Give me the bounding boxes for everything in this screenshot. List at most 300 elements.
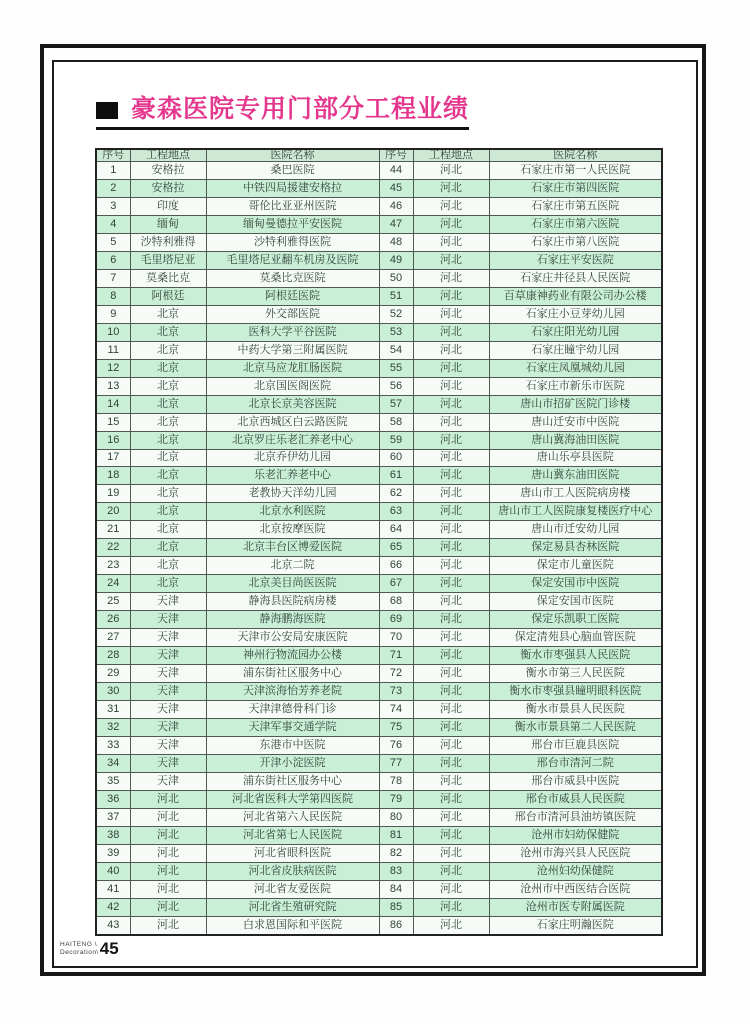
cell-index: 7 — [96, 269, 130, 287]
cell-location: 河北 — [413, 611, 489, 629]
cell-index: 73 — [379, 683, 413, 701]
cell-location: 缅甸 — [130, 215, 206, 233]
cell-hospital: 邢台市威县中医院 — [489, 772, 662, 790]
cell-index: 10 — [96, 323, 130, 341]
cell-index: 12 — [96, 359, 130, 377]
cell-hospital: 石家庄市新乐市医院 — [489, 377, 662, 395]
cell-index: 66 — [379, 557, 413, 575]
cell-hospital: 莫桑比克医院 — [206, 269, 379, 287]
cell-hospital: 衡水市景县人民医院 — [489, 701, 662, 719]
cell-index: 20 — [96, 503, 130, 521]
table-row — [96, 377, 662, 395]
cell-hospital: 沧州市中西医结合医院 — [489, 880, 662, 898]
cell-location: 河北 — [413, 593, 489, 611]
cell-hospital: 北京国医阁医院 — [206, 377, 379, 395]
cell-hospital: 缅甸曼德拉平安医院 — [206, 215, 379, 233]
cell-index: 57 — [379, 395, 413, 413]
cell-location: 天津 — [130, 683, 206, 701]
cell-location: 河北 — [413, 826, 489, 844]
cell-index: 2 — [96, 179, 130, 197]
cell-index: 61 — [379, 467, 413, 485]
cell-index: 84 — [379, 880, 413, 898]
table-row — [96, 215, 662, 233]
cell-index: 78 — [379, 772, 413, 790]
cell-index: 31 — [96, 701, 130, 719]
cell-location: 河北 — [413, 323, 489, 341]
cell-location: 天津 — [130, 629, 206, 647]
cell-hospital: 河北省友爱医院 — [206, 880, 379, 898]
cell-index: 4 — [96, 215, 130, 233]
title-bullet-square-icon — [96, 102, 118, 119]
cell-location: 河北 — [413, 287, 489, 305]
cell-location: 北京 — [130, 449, 206, 467]
cell-index: 51 — [379, 287, 413, 305]
cell-location: 北京 — [130, 467, 206, 485]
table-row — [96, 251, 662, 269]
cell-hospital: 石家庄市第一人民医院 — [489, 162, 662, 180]
cell-index: 70 — [379, 629, 413, 647]
cell-index: 25 — [96, 593, 130, 611]
cell-hospital: 北京二院 — [206, 557, 379, 575]
cell-location: 天津 — [130, 772, 206, 790]
table-row — [96, 737, 662, 755]
cell-hospital: 石家庄小豆芽幼儿园 — [489, 305, 662, 323]
cell-index: 37 — [96, 808, 130, 826]
cell-hospital: 石家庄市第四医院 — [489, 179, 662, 197]
footer-brand-line2: Decoration\ — [60, 948, 99, 956]
table-row — [96, 665, 662, 683]
cell-location: 北京 — [130, 521, 206, 539]
cell-location: 北京 — [130, 395, 206, 413]
table-row — [96, 341, 662, 359]
cell-hospital: 沧州市医专附属医院 — [489, 898, 662, 916]
cell-hospital: 北京水利医院 — [206, 503, 379, 521]
cell-index: 11 — [96, 341, 130, 359]
cell-hospital: 衡水市第三人民医院 — [489, 665, 662, 683]
cell-location: 河北 — [413, 162, 489, 180]
cell-hospital: 邢台市威县人民医院 — [489, 790, 662, 808]
table-row — [96, 521, 662, 539]
cell-location: 河北 — [413, 557, 489, 575]
cell-index: 59 — [379, 431, 413, 449]
cell-hospital: 河北省眼科医院 — [206, 844, 379, 862]
table-row — [96, 233, 662, 251]
cell-hospital: 浦东街社区服务中心 — [206, 665, 379, 683]
cell-location: 河北 — [413, 305, 489, 323]
table-row — [96, 503, 662, 521]
cell-hospital: 北京马应龙肛肠医院 — [206, 359, 379, 377]
cell-hospital: 河北省医科大学第四医院 — [206, 790, 379, 808]
cell-location: 河北 — [413, 790, 489, 808]
cell-hospital: 衡水市枣强县人民医院 — [489, 647, 662, 665]
cell-hospital: 乐老汇养老中心 — [206, 467, 379, 485]
cell-hospital: 石家庄市第六医院 — [489, 215, 662, 233]
header-location-left: 工程地点 — [130, 149, 206, 162]
cell-location: 河北 — [413, 719, 489, 737]
table-row — [96, 162, 662, 180]
cell-hospital: 石家庄井径县人民医院 — [489, 269, 662, 287]
cell-hospital: 石家庄瞳宇幼儿园 — [489, 341, 662, 359]
cell-index: 50 — [379, 269, 413, 287]
table-row — [96, 916, 662, 935]
cell-location: 天津 — [130, 719, 206, 737]
cell-location: 北京 — [130, 377, 206, 395]
cell-location: 河北 — [130, 826, 206, 844]
cell-hospital: 中药大学第三附属医院 — [206, 341, 379, 359]
cell-index: 60 — [379, 449, 413, 467]
cell-index: 64 — [379, 521, 413, 539]
cell-location: 河北 — [413, 197, 489, 215]
cell-hospital: 保定清苑县心脑血管医院 — [489, 629, 662, 647]
cell-location: 天津 — [130, 737, 206, 755]
cell-index: 14 — [96, 395, 130, 413]
cell-location: 天津 — [130, 611, 206, 629]
cell-location: 印度 — [130, 197, 206, 215]
cell-location: 河北 — [413, 737, 489, 755]
cell-index: 82 — [379, 844, 413, 862]
cell-hospital: 北京长京美容医院 — [206, 395, 379, 413]
table-row — [96, 683, 662, 701]
cell-index: 42 — [96, 898, 130, 916]
cell-location: 河北 — [413, 862, 489, 880]
table-row — [96, 808, 662, 826]
table-row — [96, 197, 662, 215]
cell-index: 58 — [379, 413, 413, 431]
cell-hospital: 沧州市妇幼保健院 — [489, 826, 662, 844]
cell-location: 河北 — [413, 215, 489, 233]
cell-index: 75 — [379, 719, 413, 737]
cell-index: 52 — [379, 305, 413, 323]
cell-location: 河北 — [413, 772, 489, 790]
cell-index: 22 — [96, 539, 130, 557]
cell-location: 河北 — [413, 359, 489, 377]
cell-location: 北京 — [130, 305, 206, 323]
cell-hospital: 保定安国市中医院 — [489, 575, 662, 593]
table-row — [96, 557, 662, 575]
cell-hospital: 邢台市清河二院 — [489, 754, 662, 772]
cell-hospital: 唐山乐亭县医院 — [489, 449, 662, 467]
cell-index: 29 — [96, 665, 130, 683]
cell-location: 河北 — [413, 179, 489, 197]
cell-hospital: 浦东街社区服务中心 — [206, 772, 379, 790]
cell-hospital: 河北省第七人民医院 — [206, 826, 379, 844]
cell-location: 毛里塔尼亚 — [130, 251, 206, 269]
table-row — [96, 719, 662, 737]
cell-hospital: 唐山市工人医院病房楼 — [489, 485, 662, 503]
cell-location: 北京 — [130, 359, 206, 377]
cell-location: 河北 — [413, 808, 489, 826]
cell-location: 河北 — [413, 449, 489, 467]
cell-hospital: 邢台市清河县油坊镇医院 — [489, 808, 662, 826]
cell-hospital: 衡水市枣强县瞳明眼科医院 — [489, 683, 662, 701]
table-row — [96, 323, 662, 341]
cell-hospital: 河北省第六人民医院 — [206, 808, 379, 826]
header-index-left: 序号 — [96, 149, 130, 162]
table-row — [96, 898, 662, 916]
cell-location: 河北 — [413, 754, 489, 772]
cell-location: 河北 — [413, 647, 489, 665]
table-row — [96, 611, 662, 629]
cell-location: 河北 — [413, 341, 489, 359]
cell-index: 85 — [379, 898, 413, 916]
cell-index: 80 — [379, 808, 413, 826]
cell-location: 河北 — [413, 485, 489, 503]
table-row — [96, 629, 662, 647]
cell-index: 32 — [96, 719, 130, 737]
cell-location: 沙特利雅得 — [130, 233, 206, 251]
table-row — [96, 880, 662, 898]
cell-hospital: 保定乐凯职工医院 — [489, 611, 662, 629]
table-row — [96, 772, 662, 790]
table-row — [96, 593, 662, 611]
cell-index: 36 — [96, 790, 130, 808]
footer-brand — [60, 941, 99, 957]
table-row — [96, 449, 662, 467]
cell-index: 77 — [379, 754, 413, 772]
cell-location: 河北 — [413, 269, 489, 287]
cell-index: 34 — [96, 754, 130, 772]
cell-location: 阿根廷 — [130, 287, 206, 305]
table-row — [96, 467, 662, 485]
table-row — [96, 269, 662, 287]
footer-page-number: 45 — [99, 939, 119, 959]
cell-hospital: 静海鹏海医院 — [206, 611, 379, 629]
table-row — [96, 485, 662, 503]
table-row — [96, 359, 662, 377]
cell-location: 河北 — [413, 413, 489, 431]
cell-index: 1 — [96, 162, 130, 180]
cell-location: 北京 — [130, 413, 206, 431]
cell-hospital: 北京美目尚医医院 — [206, 575, 379, 593]
cell-hospital: 外交部医院 — [206, 305, 379, 323]
cell-location: 河北 — [413, 395, 489, 413]
cell-hospital: 石家庄市第五医院 — [489, 197, 662, 215]
cell-index: 24 — [96, 575, 130, 593]
cell-hospital: 北京按摩医院 — [206, 521, 379, 539]
table-row — [96, 575, 662, 593]
page-title: 豪森医院专用门部分工程业绩 — [131, 95, 470, 123]
cell-location: 河北 — [413, 467, 489, 485]
cell-hospital: 中铁四局援建安格拉 — [206, 179, 379, 197]
cell-location: 北京 — [130, 557, 206, 575]
cell-index: 5 — [96, 233, 130, 251]
cell-index: 13 — [96, 377, 130, 395]
cell-hospital: 石家庄凤凰城幼儿园 — [489, 359, 662, 377]
cell-hospital: 哥伦比亚亚州医院 — [206, 197, 379, 215]
cell-index: 9 — [96, 305, 130, 323]
cell-index: 46 — [379, 197, 413, 215]
cell-index: 28 — [96, 647, 130, 665]
cell-hospital: 唐山迁安市中医院 — [489, 413, 662, 431]
cell-hospital: 北京罗庄乐老汇养老中心 — [206, 431, 379, 449]
cell-index: 74 — [379, 701, 413, 719]
table-row — [96, 826, 662, 844]
cell-index: 39 — [96, 844, 130, 862]
cell-location: 河北 — [413, 916, 489, 935]
cell-index: 17 — [96, 449, 130, 467]
cell-location: 天津 — [130, 701, 206, 719]
cell-index: 68 — [379, 593, 413, 611]
cell-hospital: 衡水市景县第二人民医院 — [489, 719, 662, 737]
cell-hospital: 神州行物流园办公楼 — [206, 647, 379, 665]
cell-location: 河北 — [130, 898, 206, 916]
cell-index: 76 — [379, 737, 413, 755]
cell-location: 河北 — [413, 629, 489, 647]
cell-index: 48 — [379, 233, 413, 251]
cell-index: 21 — [96, 521, 130, 539]
cell-hospital: 老教协天洋幼儿园 — [206, 485, 379, 503]
cell-index: 72 — [379, 665, 413, 683]
cell-index: 23 — [96, 557, 130, 575]
cell-index: 6 — [96, 251, 130, 269]
cell-index: 30 — [96, 683, 130, 701]
cell-hospital: 天津军事交通学院 — [206, 719, 379, 737]
cell-hospital: 石家庄明瀚医院 — [489, 916, 662, 935]
cell-index: 3 — [96, 197, 130, 215]
cell-location: 河北 — [413, 683, 489, 701]
cell-index: 18 — [96, 467, 130, 485]
table-row — [96, 431, 662, 449]
cell-location: 天津 — [130, 593, 206, 611]
cell-hospital: 唐山市工人医院康复楼医疗中心 — [489, 503, 662, 521]
cell-location: 北京 — [130, 341, 206, 359]
cell-index: 38 — [96, 826, 130, 844]
cell-location: 河北 — [413, 503, 489, 521]
cell-hospital: 河北省皮肤病医院 — [206, 862, 379, 880]
header-index-right: 序号 — [379, 149, 413, 162]
cell-location: 河北 — [413, 539, 489, 557]
cell-location: 河北 — [413, 701, 489, 719]
footer — [60, 941, 119, 957]
cell-hospital: 保定易县杏林医院 — [489, 539, 662, 557]
cell-index: 86 — [379, 916, 413, 935]
cell-hospital: 保定市儿童医院 — [489, 557, 662, 575]
cell-index: 53 — [379, 323, 413, 341]
cell-hospital: 百草康神药业有限公司办公楼 — [489, 287, 662, 305]
table-row — [96, 413, 662, 431]
cell-index: 41 — [96, 880, 130, 898]
cell-hospital: 邢台市巨鹿县医院 — [489, 737, 662, 755]
cell-hospital: 天津津德骨科门诊 — [206, 701, 379, 719]
cell-index: 43 — [96, 916, 130, 935]
cell-location: 河北 — [413, 377, 489, 395]
cell-hospital: 唐山市招矿医院门诊楼 — [489, 395, 662, 413]
cell-index: 27 — [96, 629, 130, 647]
cell-hospital: 沧州妇幼保健院 — [489, 862, 662, 880]
cell-location: 河北 — [130, 844, 206, 862]
table-header-row — [96, 149, 662, 162]
table-row — [96, 790, 662, 808]
table-row — [96, 844, 662, 862]
footer-brand-line1: HAITENG \ — [60, 941, 98, 948]
cell-hospital: 保定安国市医院 — [489, 593, 662, 611]
cell-index: 63 — [379, 503, 413, 521]
cell-hospital: 石家庄阳光幼儿园 — [489, 323, 662, 341]
header-location-right: 工程地点 — [413, 149, 489, 162]
header-hospital-left: 医院名称 — [206, 149, 379, 162]
cell-index: 79 — [379, 790, 413, 808]
projects-table-wrap — [95, 148, 663, 936]
cell-hospital: 开津小淀医院 — [206, 754, 379, 772]
cell-location: 天津 — [130, 647, 206, 665]
cell-location: 河北 — [413, 431, 489, 449]
header-hospital-right: 医院名称 — [489, 149, 662, 162]
cell-hospital: 桑巴医院 — [206, 162, 379, 180]
cell-hospital: 北京丰台区博爱医院 — [206, 539, 379, 557]
cell-index: 71 — [379, 647, 413, 665]
cell-index: 16 — [96, 431, 130, 449]
cell-location: 北京 — [130, 575, 206, 593]
table-row — [96, 862, 662, 880]
cell-location: 河北 — [413, 233, 489, 251]
table-row — [96, 754, 662, 772]
cell-index: 8 — [96, 287, 130, 305]
cell-location: 河北 — [130, 808, 206, 826]
table-row — [96, 701, 662, 719]
cell-index: 44 — [379, 162, 413, 180]
cell-hospital: 毛里塔尼亚翻车机房及医院 — [206, 251, 379, 269]
cell-hospital: 天津市公安局安康医院 — [206, 629, 379, 647]
cell-hospital: 石家庄平安医院 — [489, 251, 662, 269]
cell-location: 河北 — [130, 916, 206, 935]
table-row — [96, 395, 662, 413]
table-row — [96, 287, 662, 305]
title-block — [96, 97, 469, 130]
cell-location: 天津 — [130, 665, 206, 683]
cell-hospital: 唐山冀东油田医院 — [489, 467, 662, 485]
cell-index: 62 — [379, 485, 413, 503]
cell-location: 河北 — [413, 521, 489, 539]
cell-hospital: 沧州市海兴县人民医院 — [489, 844, 662, 862]
cell-location: 安格拉 — [130, 179, 206, 197]
cell-location: 河北 — [413, 251, 489, 269]
cell-hospital: 白求恩国际和平医院 — [206, 916, 379, 935]
cell-location: 北京 — [130, 323, 206, 341]
cell-hospital: 唐山市迁安幼儿园 — [489, 521, 662, 539]
cell-index: 65 — [379, 539, 413, 557]
cell-hospital: 北京乔伊幼儿园 — [206, 449, 379, 467]
cell-index: 45 — [379, 179, 413, 197]
projects-table-body — [96, 162, 662, 936]
cell-location: 河北 — [130, 880, 206, 898]
cell-hospital: 北京西城区白云路医院 — [206, 413, 379, 431]
cell-index: 49 — [379, 251, 413, 269]
cell-index: 33 — [96, 737, 130, 755]
cell-location: 北京 — [130, 431, 206, 449]
cell-location: 安格拉 — [130, 162, 206, 180]
cell-index: 40 — [96, 862, 130, 880]
cell-index: 67 — [379, 575, 413, 593]
cell-location: 河北 — [130, 862, 206, 880]
cell-index: 81 — [379, 826, 413, 844]
projects-table — [95, 148, 663, 936]
cell-hospital: 静海县医院病房楼 — [206, 593, 379, 611]
cell-index: 19 — [96, 485, 130, 503]
cell-hospital: 石家庄市第八医院 — [489, 233, 662, 251]
table-row — [96, 179, 662, 197]
cell-location: 河北 — [413, 575, 489, 593]
cell-location: 河北 — [130, 790, 206, 808]
cell-hospital: 阿根廷医院 — [206, 287, 379, 305]
cell-index: 54 — [379, 341, 413, 359]
cell-index: 47 — [379, 215, 413, 233]
cell-index: 15 — [96, 413, 130, 431]
cell-hospital: 河北省生殖研究院 — [206, 898, 379, 916]
cell-index: 69 — [379, 611, 413, 629]
cell-location: 河北 — [413, 665, 489, 683]
cell-location: 河北 — [413, 898, 489, 916]
cell-index: 56 — [379, 377, 413, 395]
